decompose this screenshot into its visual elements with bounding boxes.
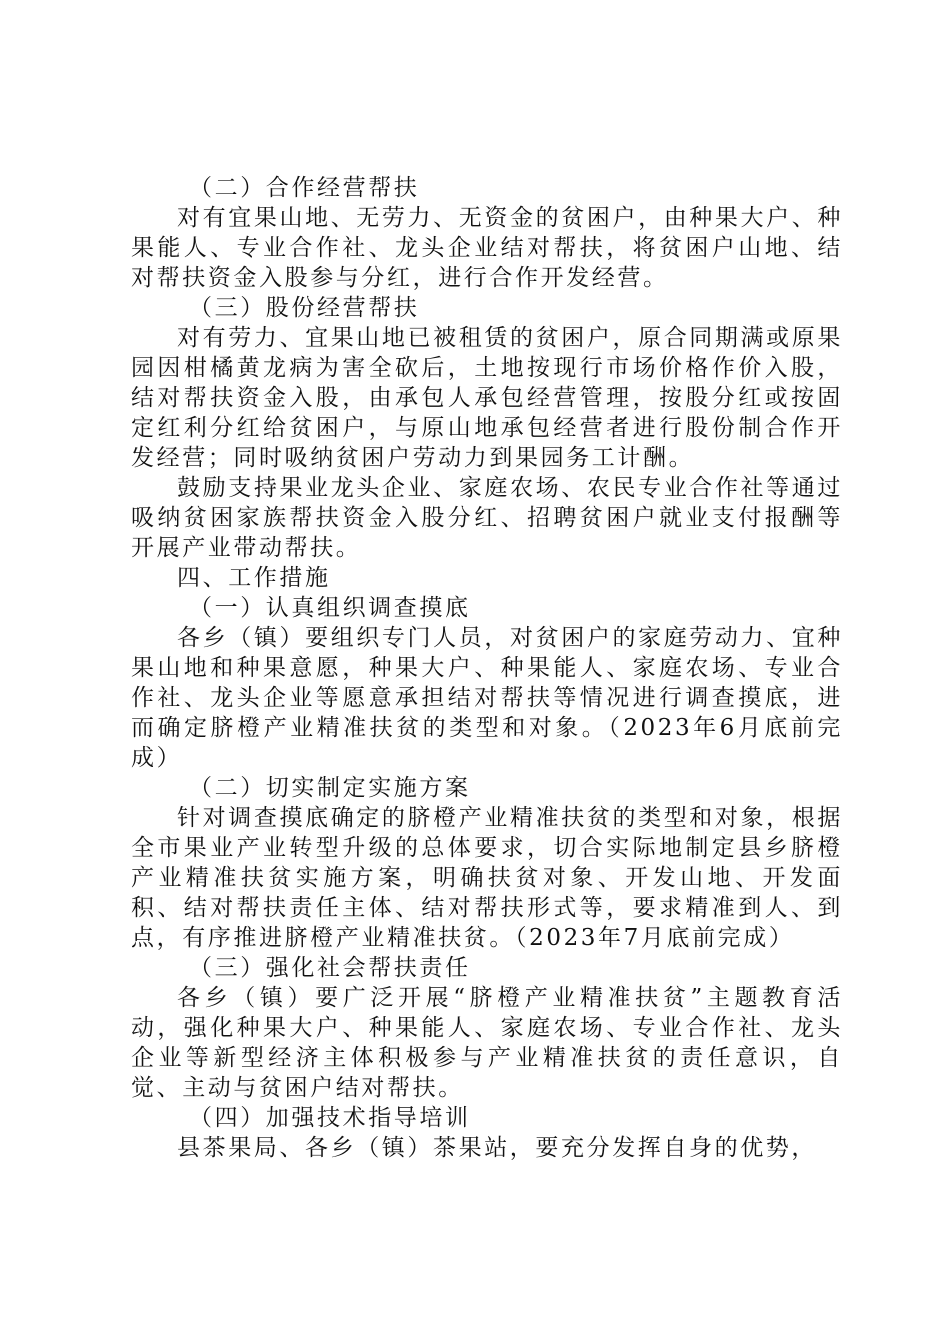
paragraph-share-operation: 对有劳力、宜果山地已被租赁的贫困户，原合同期满或原果园因柑橘黄龙病为害全砍后，土地按现行市场价格作价入股，结对帮扶资金入股，由承包人承包经营管理，按股分红或按固定红利分红给贫困户，与原山地承包经营者进行股份制合作开发经营；同时吸纳贫困户劳动力到果园务工计酬。 xyxy=(131,325,843,471)
subheading-technical-training: （四）加强技术指导培训 xyxy=(189,1105,471,1131)
paragraph-industry-support: 鼓励支持果业龙头企业、家庭农场、农民专业合作社等通过吸纳贫困家族帮扶资金入股分红、招聘贫困户就业支付报酬等开展产业带动帮扶。 xyxy=(131,475,843,561)
subheading-share-operation: （三）股份经营帮扶 xyxy=(189,295,420,321)
subheading-social-responsibility: （三）强化社会帮扶责任 xyxy=(189,955,471,981)
paragraph-implementation-plan: 针对调查摸底确定的脐橙产业精准扶贫的类型和对象，根据全市果业产业转型升级的总体要求，切合实际地制定县乡脐橙产业精准扶贫实施方案，明确扶贫对象、开发山地、开发面积、结对帮扶责任主体、结对帮扶形式等，要求精准到人、到点，有序推进脐橙产业精准扶贫。（2023年7月底前完成） xyxy=(131,805,843,951)
section-title-work-measures: 四、工作措施 xyxy=(177,565,331,591)
document-body xyxy=(131,173,843,1163)
subheading-implementation-plan: （二）切实制定实施方案 xyxy=(189,775,471,801)
paragraph-technical-training: 县茶果局、各乡（镇）茶果站，要充分发挥自身的优势， xyxy=(177,1135,817,1161)
subheading-cooperative-operation: （二）合作经营帮扶 xyxy=(189,175,420,201)
subheading-survey: （一）认真组织调查摸底 xyxy=(189,595,471,621)
paragraph-cooperative-operation: 对有宜果山地、无劳力、无资金的贫困户，由种果大户、种果能人、专业合作社、龙头企业结对帮扶，将贫困户山地、结对帮扶资金入股参与分红，进行合作开发经营。 xyxy=(131,205,843,291)
paragraph-social-responsibility: 各乡（镇）要广泛开展“脐橙产业精准扶贫”主题教育活动，强化种果大户、种果能人、家庭农场、专业合作社、龙头企业等新型经济主体积极参与产业精准扶贫的责任意识，自觉、主动与贫困户结对帮扶。 xyxy=(131,985,843,1101)
paragraph-survey: 各乡（镇）要组织专门人员，对贫困户的家庭劳动力、宜种果山地和种果意愿，种果大户、种果能人、家庭农场、专业合作社、龙头企业等愿意承担结对帮扶等情况进行调查摸底，进而确定脐橙产业精准扶贫的类型和对象。（2023年6月底前完成） xyxy=(131,625,843,771)
